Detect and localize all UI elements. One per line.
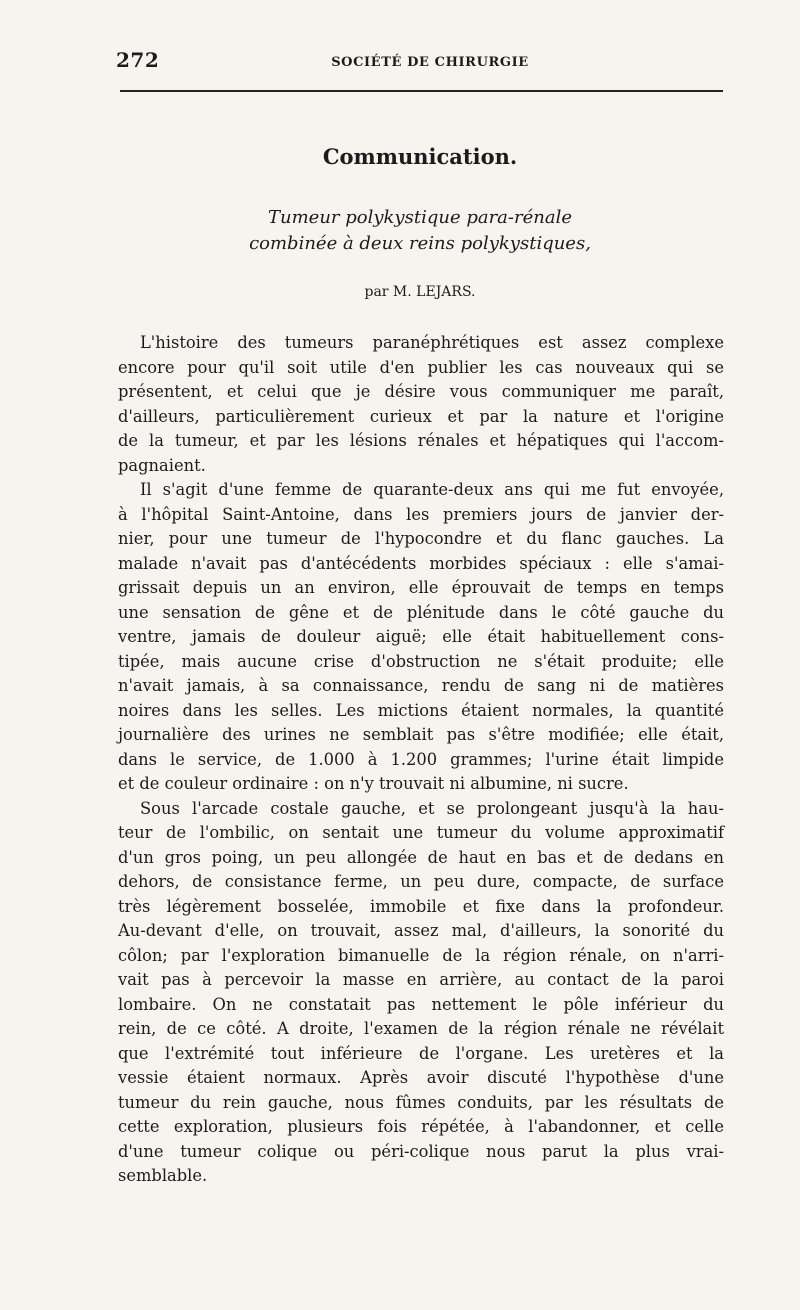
text-line: Sous l'arcade costale gauche, et se prolongeant jusqu'à la hau-	[140, 798, 724, 818]
article-title-line: combinée à deux reins polykystiques,	[249, 233, 591, 254]
text-line: L'histoire des tumeurs paranéphrétiques est assez complexe	[140, 333, 724, 352]
header-rule	[120, 90, 723, 92]
text-line: teur de l'ombilic, on sentait une tumeur du volume approximatif	[118, 823, 724, 842]
text-line: une sensation de gêne et de plénitude dans le côté gauche du	[118, 602, 724, 622]
text-line: dehors, de consistance ferme, un peu dure, compacte, de surface	[118, 872, 724, 891]
text-line: encore pour qu'il soit utile d'en publier les cas nouveaux qui se	[118, 357, 724, 377]
text-line: d'une tumeur colique ou péri-colique nous parut la plus vrai-	[118, 1141, 724, 1161]
article-title	[0, 205, 800, 257]
text-line: noires dans les selles. Les mictions étaient normales, la quantité	[118, 700, 724, 720]
text-line: Au-devant d'elle, on trouvait, assez mal, d'ailleurs, la sonorité du	[118, 921, 724, 940]
text-line: à l'hôpital Saint-Antoine, dans les premiers jours de janvier der-	[118, 504, 724, 524]
text-line: nier, pour une tumeur de l'hypocondre et du flanc gauches. La	[118, 529, 724, 548]
text-line: tumeur du rein gauche, nous fûmes conduits, par les résultats de	[118, 1092, 724, 1112]
section-title: Communication.	[322, 144, 518, 169]
text-line: présentent, et celui que je désire vous communiquer me paraît,	[118, 382, 724, 401]
text-line: malade n'avait pas d'antécédents morbides spéciaux : elle s'amai-	[118, 553, 724, 573]
running-head: SOCIÉTÉ DE CHIRURGIE	[331, 55, 529, 70]
text-line: journalière des urines ne semblait pas s'être modifiée; elle était,	[118, 725, 724, 744]
paragraph	[118, 331, 724, 478]
text-line: de la tumeur, et par les lésions rénales et hépatiques qui l'accom-	[118, 431, 724, 450]
text-line: rein, de ce côté. A droite, l'examen de la région rénale ne révélait	[118, 1019, 724, 1038]
text-line: dans le service, de 1.000 à 1.200 grammes; l'urine était limpide	[118, 749, 724, 769]
text-line: côlon; par l'exploration bimanuelle de la région rénale, on n'arri-	[118, 945, 724, 965]
paragraph	[118, 797, 724, 1189]
text-line: d'un gros poing, un peu allongée de haut en bas et de dedans en	[118, 847, 724, 867]
text-line: Il s'agit d'une femme de quarante-deux ans qui me fut envoyée,	[140, 480, 724, 499]
text-line: tipée, mais aucune crise d'obstruction ne s'était produite; elle	[118, 651, 724, 671]
text-line: grissait depuis un an environ, elle éprouvait de temps en temps	[118, 578, 724, 597]
body-text	[118, 331, 724, 1189]
text-line: d'ailleurs, particulièrement curieux et par la nature et l'origine	[118, 406, 724, 426]
article-title-line: Tumeur polykystique para-rénale	[268, 207, 572, 228]
text-line: que l'extrémité tout inférieure de l'organe. Les uretères et la	[118, 1043, 724, 1063]
text-line: lombaire. On ne constatait pas nettement le pôle inférieur du	[118, 994, 724, 1014]
text-line: cette exploration, plusieurs fois répétée, à l'abandonner, et celle	[118, 1117, 724, 1136]
paragraph	[118, 478, 724, 797]
text-line: vessie étaient normaux. Après avoir discuté l'hypothèse d'une	[118, 1068, 724, 1087]
text-line: pagnaient.	[118, 455, 206, 475]
text-line: n'avait jamais, à sa connaissance, rendu de sang ni de matières	[118, 676, 724, 695]
text-line: vait pas à percevoir la masse en arrière, au contact de la paroi	[118, 970, 724, 989]
byline: par M. LEJARS.	[364, 284, 476, 300]
text-line: ventre, jamais de douleur aiguë; elle était habituellement cons-	[118, 627, 724, 646]
text-line: très légèrement bosselée, immobile et fixe dans la profondeur.	[118, 896, 724, 916]
text-line: et de couleur ordinaire : on n'y trouvait ni albumine, ni sucre.	[118, 774, 629, 793]
page-number: 272	[116, 48, 160, 72]
text-line: semblable.	[118, 1166, 208, 1185]
